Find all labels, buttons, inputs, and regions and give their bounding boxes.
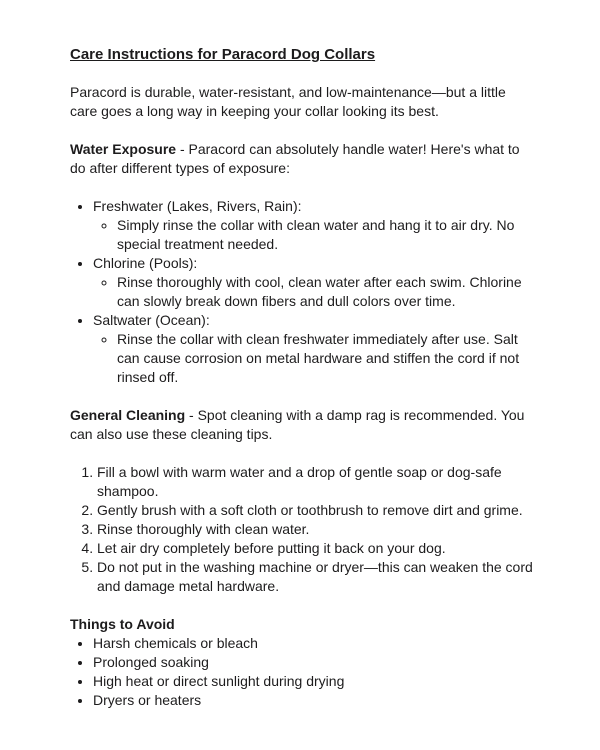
things-to-avoid-heading: Things to Avoid	[70, 616, 175, 632]
general-cleaning-text: - Spot cleaning with a damp rag is recommended. You can also use these cleaning tips.	[70, 407, 525, 442]
exposure-type-list	[70, 197, 534, 387]
general-cleaning-heading: General Cleaning	[70, 407, 186, 423]
list-item: ◦ Rinse thoroughly with cool, clean water after each swim. Chlorine can slowly break down fibers and dull colors over time.	[117, 273, 534, 311]
exposure-sublist	[93, 273, 534, 311]
list-item	[93, 311, 534, 387]
list-item: 3. Rinse thoroughly with clean water.	[97, 520, 534, 539]
things-to-avoid-list	[70, 634, 534, 710]
water-exposure-text: - Paracord can absolutely handle water! Here's what to do after different types of exposure:	[70, 141, 520, 176]
list-item: • High heat or direct sunlight during drying	[93, 672, 534, 691]
exposure-label-saltwater: Saltwater (Ocean):	[93, 312, 210, 328]
general-cleaning-paragraph	[70, 406, 534, 444]
cleaning-steps-list	[70, 463, 534, 596]
water-exposure-paragraph	[70, 140, 534, 178]
list-item: • Dryers or heaters	[93, 691, 534, 710]
exposure-sublist	[93, 330, 534, 387]
list-item: ◦ Rinse the collar with clean freshwater immediately after use. Salt can cause corrosion on metal hardware and stiffen the cord if not rinsed off.	[117, 330, 534, 387]
list-item: ◦ Simply rinse the collar with clean water and hang it to air dry. No special treatment needed.	[117, 216, 534, 254]
exposure-sublist	[93, 216, 534, 254]
list-item: • Harsh chemicals or bleach	[93, 634, 534, 653]
water-exposure-heading: Water Exposure	[70, 141, 177, 157]
list-item: • Prolonged soaking	[93, 653, 534, 672]
list-item: 5. Do not put in the washing machine or dryer—this can weaken the cord and damage metal hardware.	[97, 558, 534, 596]
page-title: Care Instructions for Paracord Dog Collars	[70, 46, 376, 63]
list-item: 1. Fill a bowl with warm water and a drop of gentle soap or dog-safe shampoo.	[97, 463, 534, 501]
list-item	[93, 197, 534, 254]
list-item: 2. Gently brush with a soft cloth or toothbrush to remove dirt and grime.	[97, 501, 534, 520]
list-item: 4. Let air dry completely before putting it back on your dog.	[97, 539, 534, 558]
exposure-label-freshwater: Freshwater (Lakes, Rivers, Rain):	[93, 198, 302, 214]
list-item	[93, 254, 534, 311]
exposure-label-chlorine: Chlorine (Pools):	[93, 255, 198, 271]
intro-paragraph: Paracord is durable, water-resistant, and low-maintenance—but a little care goes a long way in keeping your collar looking its best.	[70, 84, 506, 119]
